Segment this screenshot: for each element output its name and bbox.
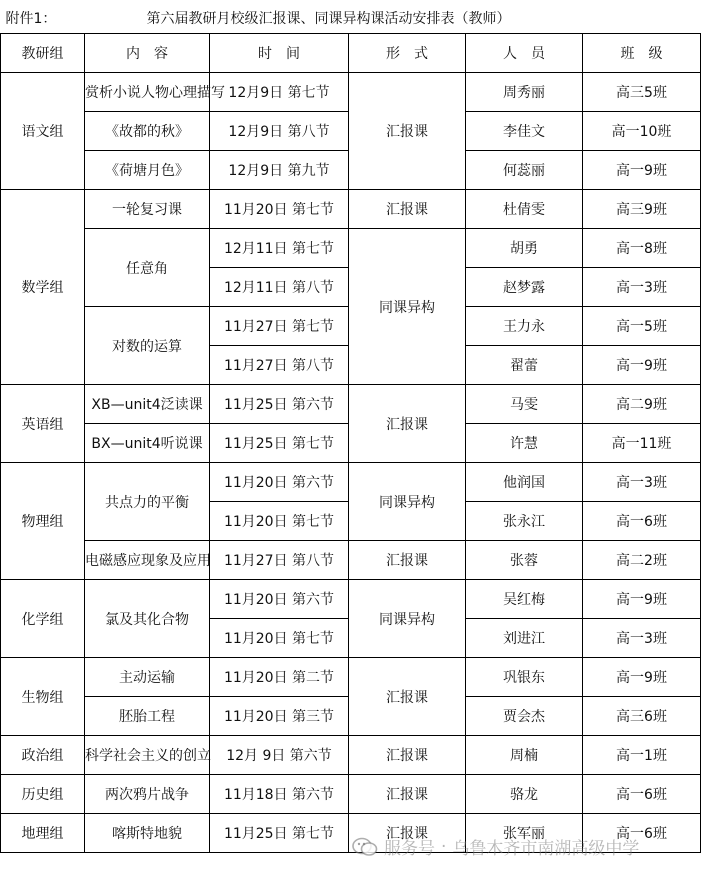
time-cell: 12月11日 第八节 <box>210 268 349 307</box>
time-cell: 11月20日 第六节 <box>210 580 349 619</box>
person-cell: 赵梦露 <box>466 268 583 307</box>
time-cell: 12月9日 第八节 <box>210 112 349 151</box>
class-cell: 高二9班 <box>583 385 701 424</box>
person-cell: 贾会杰 <box>466 697 583 736</box>
header-group: 教研组 <box>1 34 85 73</box>
class-cell: 高一11班 <box>583 424 701 463</box>
form-cell: 汇报课 <box>349 775 466 814</box>
time-cell: 11月27日 第八节 <box>210 346 349 385</box>
class-cell: 高一9班 <box>583 580 701 619</box>
class-cell: 高一9班 <box>583 151 701 190</box>
class-cell: 高一10班 <box>583 112 701 151</box>
time-cell: 11月25日 第六节 <box>210 385 349 424</box>
time-cell: 11月20日 第七节 <box>210 190 349 229</box>
table-row <box>1 73 701 112</box>
class-cell: 高一9班 <box>583 658 701 697</box>
content-cell: 《荷塘月色》 <box>85 151 210 190</box>
content-cell: 《故都的秋》 <box>85 112 210 151</box>
time-cell: 11月20日 第三节 <box>210 697 349 736</box>
person-cell: 巩银东 <box>466 658 583 697</box>
content-cell: BX—unit4听说课 <box>85 424 210 463</box>
table-row <box>1 190 701 229</box>
form-cell: 汇报课 <box>349 190 466 229</box>
content-cell: 主动运输 <box>85 658 210 697</box>
group-cell-history: 历史组 <box>1 775 85 814</box>
group-cell-math: 数学组 <box>1 190 85 385</box>
header-row <box>1 34 701 73</box>
person-cell: 周楠 <box>466 736 583 775</box>
header-person: 人 员 <box>466 34 583 73</box>
class-cell: 高一8班 <box>583 229 701 268</box>
header-time: 时 间 <box>210 34 349 73</box>
class-cell: 高一6班 <box>583 502 701 541</box>
content-cell: 共点力的平衡 <box>85 463 210 541</box>
person-cell: 胡勇 <box>466 229 583 268</box>
header-content: 内 容 <box>85 34 210 73</box>
time-cell: 11月18日 第六节 <box>210 775 349 814</box>
time-cell: 12月 9日 第六节 <box>210 736 349 775</box>
person-cell: 马雯 <box>466 385 583 424</box>
person-cell: 张永江 <box>466 502 583 541</box>
annex-label: 附件1： <box>5 11 57 27</box>
watermark[interactable] <box>352 834 639 859</box>
form-cell: 汇报课 <box>349 385 466 463</box>
group-cell-english: 英语组 <box>1 385 85 463</box>
class-cell: 高二2班 <box>583 541 701 580</box>
class-cell: 高一3班 <box>583 619 701 658</box>
person-cell: 刘进江 <box>466 619 583 658</box>
form-cell: 同课异构 <box>349 229 466 385</box>
form-cell: 汇报课 <box>349 73 466 190</box>
form-cell: 汇报课 <box>349 814 466 853</box>
group-cell-chinese: 语文组 <box>1 73 85 190</box>
content-cell: 氯及其化合物 <box>85 580 210 658</box>
person-cell: 李佳文 <box>466 112 583 151</box>
time-cell: 12月9日 第七节 <box>210 73 349 112</box>
form-cell: 汇报课 <box>349 736 466 775</box>
time-cell: 11月20日 第七节 <box>210 619 349 658</box>
class-cell: 高三9班 <box>583 190 701 229</box>
person-cell: 骆龙 <box>466 775 583 814</box>
title-row <box>1 0 701 34</box>
class-cell: 高三5班 <box>583 73 701 112</box>
class-cell: 高三6班 <box>583 697 701 736</box>
class-cell: 高一1班 <box>583 736 701 775</box>
person-cell: 张蓉 <box>466 541 583 580</box>
title-cell <box>1 0 701 34</box>
table-row <box>1 385 701 424</box>
person-cell: 许慧 <box>466 424 583 463</box>
table-row <box>1 463 701 502</box>
person-cell: 张军丽 <box>466 814 583 853</box>
table-row <box>1 541 701 580</box>
content-cell: 喀斯特地貌 <box>85 814 210 853</box>
watermark-separator: · <box>441 836 447 857</box>
content-cell: 胚胎工程 <box>85 697 210 736</box>
form-cell: 同课异构 <box>349 463 466 541</box>
content-cell: 电磁感应现象及应用 <box>85 541 210 580</box>
form-cell: 汇报课 <box>349 658 466 736</box>
person-cell: 翟蕾 <box>466 346 583 385</box>
class-cell: 高一3班 <box>583 463 701 502</box>
table-row <box>1 229 701 268</box>
content-cell: 任意角 <box>85 229 210 307</box>
person-cell: 何蕊丽 <box>466 151 583 190</box>
class-cell: 高一3班 <box>583 268 701 307</box>
document-title: 第六届教研月校级汇报课、同课异构课活动安排表（教师） <box>146 11 511 27</box>
person-cell: 王力永 <box>466 307 583 346</box>
content-cell: 两次鸦片战争 <box>85 775 210 814</box>
table-row <box>1 658 701 697</box>
time-cell: 11月25日 第七节 <box>210 424 349 463</box>
content-cell: 科学社会主义的创立 <box>85 736 210 775</box>
header-form: 形 式 <box>349 34 466 73</box>
group-cell-biology: 生物组 <box>1 658 85 736</box>
watermark-account: 乌鲁木齐市南湖高级中学 <box>452 839 640 859</box>
group-cell-chemistry: 化学组 <box>1 580 85 658</box>
group-cell-physics: 物理组 <box>1 463 85 580</box>
form-cell: 同课异构 <box>349 580 466 658</box>
class-cell: 高一6班 <box>583 814 701 853</box>
group-cell-geography: 地理组 <box>1 814 85 853</box>
time-cell: 11月20日 第七节 <box>210 502 349 541</box>
time-cell: 11月20日 第六节 <box>210 463 349 502</box>
time-cell: 12月9日 第九节 <box>210 151 349 190</box>
time-cell: 12月11日 第七节 <box>210 229 349 268</box>
watermark-service: 服务号 <box>384 839 435 859</box>
form-cell: 汇报课 <box>349 541 466 580</box>
content-cell: 一轮复习课 <box>85 190 210 229</box>
time-cell: 11月27日 第八节 <box>210 541 349 580</box>
table-row <box>1 775 701 814</box>
time-cell: 11月27日 第七节 <box>210 307 349 346</box>
time-cell: 11月25日 第七节 <box>210 814 349 853</box>
table-row <box>1 580 701 619</box>
person-cell: 杜倩雯 <box>466 190 583 229</box>
person-cell: 他润国 <box>466 463 583 502</box>
person-cell: 周秀丽 <box>466 73 583 112</box>
wechat-icon <box>352 837 378 857</box>
class-cell: 高一9班 <box>583 346 701 385</box>
person-cell: 吴红梅 <box>466 580 583 619</box>
header-class: 班 级 <box>583 34 701 73</box>
table-row <box>1 736 701 775</box>
class-cell: 高一5班 <box>583 307 701 346</box>
group-cell-politics: 政治组 <box>1 736 85 775</box>
content-cell: 对数的运算 <box>85 307 210 385</box>
class-cell: 高一6班 <box>583 775 701 814</box>
content-cell: XB—unit4泛读课 <box>85 385 210 424</box>
time-cell: 11月20日 第二节 <box>210 658 349 697</box>
content-cell: 赏析小说人物心理描写 <box>85 73 210 112</box>
